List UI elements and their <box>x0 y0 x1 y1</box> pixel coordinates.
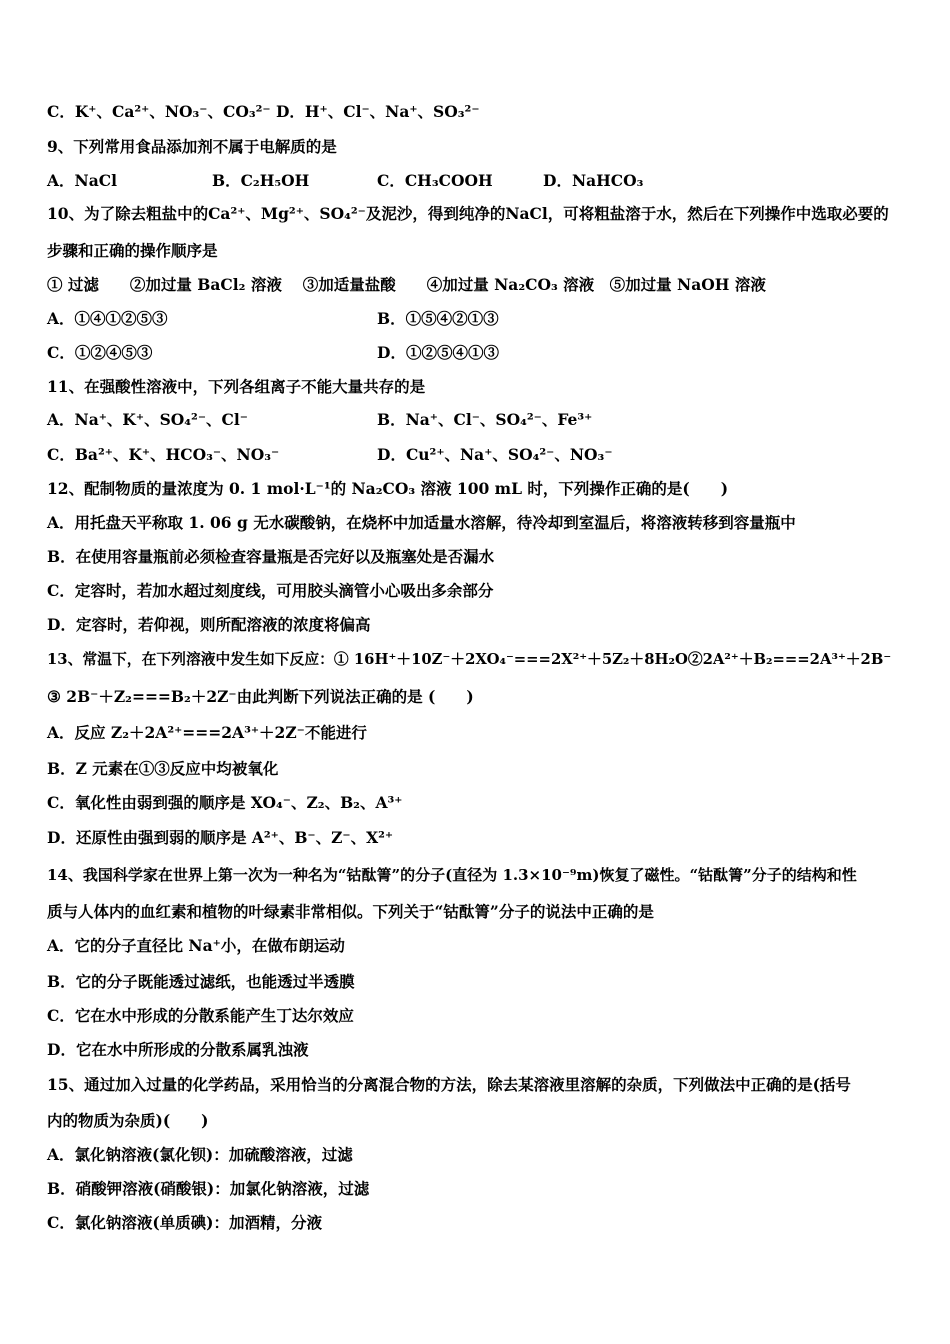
q13-option-a: A．反应 Z₂＋2A²⁺===2A³⁺＋2Z⁻不能进行 <box>47 723 367 742</box>
q9-option-d: D．NaHCO₃ <box>543 171 644 190</box>
q13-option-c: C．氧化性由弱到强的顺序是 XO₄⁻、Z₂、B₂、A³⁺ <box>47 793 403 812</box>
q10-option-a: A．①④①②⑤③ <box>47 309 168 328</box>
q14-option-a: A．它的分子直径比 Na⁺小，在做布朗运动 <box>47 936 345 955</box>
question-13-line2: ③ 2B⁻＋Z₂===B₂＋2Z⁻由此判断下列说法正确的是 ( ) <box>47 687 474 706</box>
question-12: 12、配制物质的量浓度为 0. 1 mol·L⁻¹的 Na₂CO₃ 溶液 100 mL 时，下列操作正确的是( ) <box>47 479 729 498</box>
question-10-operations: ① 过滤 ②加过量 BaCl₂ 溶液 ③加适量盐酸 ④加过量 Na₂CO₃ 溶液 ⑤加过量 NaOH 溶液 <box>47 275 766 294</box>
q10-option-d: D．①②⑤④①③ <box>377 343 499 362</box>
q10-option-b: B．①⑤④②①③ <box>377 309 499 328</box>
q14-option-c: C．它在水中形成的分散系能产生丁达尔效应 <box>47 1006 354 1025</box>
question-13-line1: 13、常温下，在下列溶液中发生如下反应：① 16H⁺＋10Z⁻＋2XO₄⁻===2X²⁺＋5Z₂＋8H₂O②2A²⁺＋B₂===2A³⁺＋2B⁻ <box>47 651 892 668</box>
question-10-line2: 步骤和正确的操作顺序是 <box>47 241 218 260</box>
q13-option-d: D．还原性由强到弱的顺序是 A²⁺、B⁻、Z⁻、X²⁺ <box>47 828 394 847</box>
question-14-line2: 质与人体内的血红素和植物的叶绿素非常相似。下列关于“钴酞箐”分子的说法中正确的是 <box>47 902 654 921</box>
q12-option-a: A．用托盘天平称取 1. 06 g 无水碳酸钠，在烧杯中加适量水溶解，待冷却到室温后，将溶液转移到容量瓶中 <box>47 513 796 532</box>
q12-option-b: B．在使用容量瓶前必须检查容量瓶是否完好以及瓶塞处是否漏水 <box>47 547 495 566</box>
question-10-line1: 10、为了除去粗盐中的Ca²⁺、Mg²⁺、SO₄²⁻及泥沙，得到纯净的NaCl，可将粗盐溶于水，然后在下列操作中选取必要的 <box>47 204 889 223</box>
q10-option-c: C．①②④⑤③ <box>47 343 153 362</box>
question-9: 9、下列常用食品添加剂不属于电解质的是 <box>47 137 337 156</box>
q11-option-c: C．Ba²⁺、K⁺、HCO₃⁻、NO₃⁻ <box>47 445 280 464</box>
q11-option-a: A．Na⁺、K⁺、SO₄²⁻、Cl⁻ <box>47 410 248 429</box>
q9-option-a: A．NaCl <box>47 171 117 190</box>
q15-option-b: B．硝酸钾溶液(硝酸银)：加氯化钠溶液，过滤 <box>47 1179 370 1198</box>
q9-option-b: B．C₂H₅OH <box>212 171 310 190</box>
q13-option-b: B．Z 元素在①③反应中均被氧化 <box>47 759 279 778</box>
q15-option-a: A．氯化钠溶液(氯化钡)：加硫酸溶液，过滤 <box>47 1145 353 1164</box>
q14-option-b: B．它的分子既能透过滤纸，也能透过半透膜 <box>47 972 355 991</box>
q11-option-d: D．Cu²⁺、Na⁺、SO₄²⁻、NO₃⁻ <box>377 445 613 464</box>
question-15-line1: 15、通过加入过量的化学药品，采用恰当的分离混合物的方法，除去某溶液里溶解的杂质，下列做法中正确的是(括号 <box>47 1075 851 1094</box>
q9-option-c: C．CH₃COOH <box>377 171 493 190</box>
question-11: 11、在强酸性溶液中，下列各组离子不能大量共存的是 <box>47 377 426 396</box>
q15-option-c: C．氯化钠溶液(单质碘)：加酒精，分液 <box>47 1213 323 1232</box>
q12-option-c: C．定容时，若加水超过刻度线，可用胶头滴管小心吸出多余部分 <box>47 581 494 600</box>
option-line-c-d: C．K⁺、Ca²⁺、NO₃⁻、CO₃²⁻ D．H⁺、Cl⁻、Na⁺、SO₃²⁻ <box>47 102 480 121</box>
q11-option-b: B．Na⁺、Cl⁻、SO₄²⁻、Fe³⁺ <box>377 410 593 429</box>
q14-option-d: D．它在水中所形成的分散系属乳浊液 <box>47 1040 309 1059</box>
question-15-line2: 内的物质为杂质)( ) <box>47 1111 209 1130</box>
question-14-line1: 14、我国科学家在世界上第一次为一种名为“钴酞箐”的分子(直径为 1.3×10⁻⁹m)恢复了磁性。“钴酞箐”分子的结构和性 <box>47 866 857 884</box>
q12-option-d: D．定容时，若仰视，则所配溶液的浓度将偏高 <box>47 615 371 634</box>
